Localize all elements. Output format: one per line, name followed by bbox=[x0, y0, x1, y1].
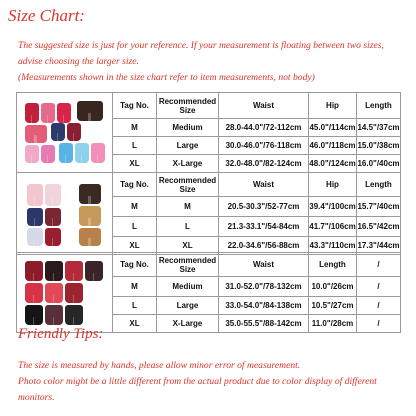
header-tag: Tag No. bbox=[113, 253, 157, 277]
length-cell: 11.0"/28cm bbox=[309, 315, 357, 333]
header-recommended: Recommended Size bbox=[157, 93, 219, 119]
recommended-cell: X-Large bbox=[157, 155, 219, 173]
hip-cell: 41.7"/106cm bbox=[309, 217, 357, 237]
tag-cell: XL bbox=[113, 155, 157, 173]
tag-cell: L bbox=[113, 137, 157, 155]
product-photo-1 bbox=[17, 93, 113, 173]
recommended-cell: Large bbox=[157, 137, 219, 155]
recommended-cell: M bbox=[157, 197, 219, 217]
length-cell: 17.3"/44cm bbox=[357, 237, 401, 255]
recommended-cell: X-Large bbox=[157, 315, 219, 333]
header-length: Length bbox=[309, 253, 357, 277]
hip-cell: 43.3"/110cm bbox=[309, 237, 357, 255]
tag-cell: M bbox=[113, 197, 157, 217]
recommended-cell: L bbox=[157, 217, 219, 237]
tip-color: Photo color might be a little different from the actual product due to color display of different monitors. bbox=[18, 376, 377, 403]
waist-cell: 33.0-54.0"/84-138cm bbox=[219, 297, 309, 315]
header-recommended: Recommended Size bbox=[157, 173, 219, 197]
empty-cell: / bbox=[357, 277, 401, 297]
waist-cell: 20.5-30.3"/52-77cm bbox=[219, 197, 309, 217]
size-table-3 bbox=[16, 252, 401, 333]
product-photo-3 bbox=[17, 253, 113, 333]
header-tag: Tag No. bbox=[113, 173, 157, 197]
header-recommended: Recommended Size bbox=[157, 253, 219, 277]
tag-cell: XL bbox=[113, 315, 157, 333]
recommended-cell: XL bbox=[157, 237, 219, 255]
tip-measurement: The size is measured by hands, please allow minor error of measurement. bbox=[18, 360, 301, 371]
measurement-note: (Measurements shown in the size chart refer to item measurements, not body) bbox=[18, 72, 315, 83]
header-hip: Hip bbox=[309, 93, 357, 119]
header-waist: Waist bbox=[219, 93, 309, 119]
length-cell: 15.0"/38cm bbox=[357, 137, 401, 155]
tag-cell: L bbox=[113, 217, 157, 237]
waist-cell: 31.0-52.0"/78-132cm bbox=[219, 277, 309, 297]
length-cell: 16.0"/40cm bbox=[357, 155, 401, 173]
length-cell: 10.0"/26cm bbox=[309, 277, 357, 297]
tag-cell: M bbox=[113, 277, 157, 297]
recommended-cell: Medium bbox=[157, 277, 219, 297]
recommended-cell: Medium bbox=[157, 119, 219, 137]
hip-cell: 45.0"/114cm bbox=[309, 119, 357, 137]
waist-cell: 30.0-46.0"/76-118cm bbox=[219, 137, 309, 155]
waist-cell: 28.0-44.0"/72-112cm bbox=[219, 119, 309, 137]
hip-cell: 39.4"/100cm bbox=[309, 197, 357, 217]
length-cell: 14.5"/37cm bbox=[357, 119, 401, 137]
hip-cell: 48.0"/124cm bbox=[309, 155, 357, 173]
product-photo-2 bbox=[17, 173, 113, 255]
header-length: Length bbox=[357, 93, 401, 119]
boxers-image bbox=[21, 180, 109, 248]
size-chart-title: Size Chart: bbox=[8, 6, 85, 25]
boxers-image bbox=[21, 259, 109, 327]
hip-cell: 46.0"/118cm bbox=[309, 137, 357, 155]
header-waist: Waist bbox=[219, 253, 309, 277]
length-cell: 15.7"/40cm bbox=[357, 197, 401, 217]
tag-cell: L bbox=[113, 297, 157, 315]
friendly-tips-title: Friendly Tips: bbox=[18, 326, 104, 342]
tag-cell: M bbox=[113, 119, 157, 137]
boxers-image bbox=[21, 99, 109, 167]
length-cell: 16.5"/42cm bbox=[357, 217, 401, 237]
header-length: Length bbox=[357, 173, 401, 197]
header-empty: / bbox=[357, 253, 401, 277]
waist-cell: 35.0-55.5"/88-142cm bbox=[219, 315, 309, 333]
tag-cell: XL bbox=[113, 237, 157, 255]
waist-cell: 21.3-33.1"/54-84cm bbox=[219, 217, 309, 237]
empty-cell: / bbox=[357, 297, 401, 315]
header-waist: Waist bbox=[219, 173, 309, 197]
waist-cell: 22.0-34.6"/56-88cm bbox=[219, 237, 309, 255]
header-hip: Hip bbox=[309, 173, 357, 197]
empty-cell: / bbox=[357, 315, 401, 333]
size-table-1 bbox=[16, 92, 401, 173]
waist-cell: 32.0-48.0"/82-124cm bbox=[219, 155, 309, 173]
length-cell: 10.5"/27cm bbox=[309, 297, 357, 315]
size-note: The suggested size is just for your reference. If your measurement is floating between two sizes, advise choosing the larger size. bbox=[18, 40, 384, 67]
size-table-2 bbox=[16, 172, 401, 255]
header-tag: Tag No. bbox=[113, 93, 157, 119]
recommended-cell: Large bbox=[157, 297, 219, 315]
